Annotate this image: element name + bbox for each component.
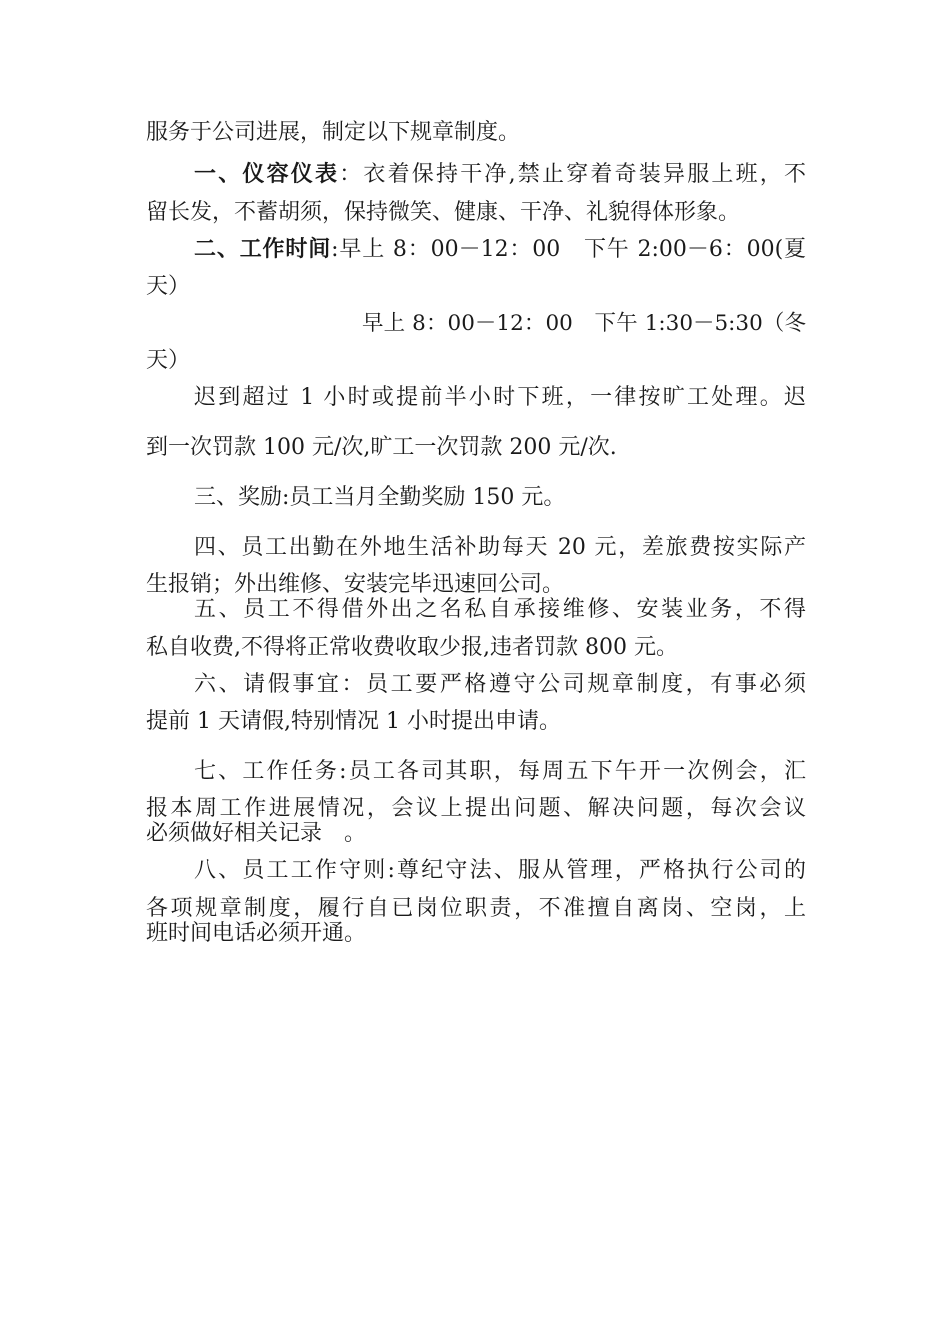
section-2-line-6: 到一次罚款 100 元/次,旷工一次罚款 200 元/次. bbox=[146, 435, 617, 460]
section-3-line: 三、奖励:员工当月全勤奖励 150 元。 bbox=[194, 485, 566, 510]
intro-line: 服务于公司进展，制定以下规章制度。 bbox=[146, 120, 521, 145]
section-2-line-3: 早上 8：00－12：00 下午 1:30－5:30（冬 bbox=[362, 311, 806, 336]
section-6-line-2: 提前 1 天请假,特别情况 1 小时提出申请。 bbox=[146, 709, 561, 734]
section-1-text: ：衣着保持干净,禁止穿着奇装异服上班，不 bbox=[339, 162, 806, 187]
section-7-line-3: 必须做好相关记录 。 bbox=[146, 821, 367, 846]
section-5-line-1: 五、员工不得借外出之名私自承接维修、安装业务，不得 bbox=[194, 597, 806, 622]
section-6-line-1: 六、请假事宜：员工要严格遵守公司规章制度，有事必须 bbox=[194, 672, 806, 697]
section-8-line-3: 班时间电话必须开通。 bbox=[146, 921, 367, 946]
section-1-line-2: 留长发，不蓄胡须，保持微笑、健康、干净、礼貌得体形象。 bbox=[146, 200, 741, 225]
section-2-line-1 bbox=[194, 235, 806, 264]
section-2-line-4: 天） bbox=[146, 348, 191, 373]
section-4-line-1: 四、员工出勤在外地生活补助每天 20 元，差旅费按实际产 bbox=[194, 535, 806, 560]
section-7-line-2: 报本周工作进展情况，会议上提出问题、解决问题，每次会议 bbox=[146, 796, 806, 821]
section-2-line-2: 天） bbox=[146, 274, 191, 299]
section-5-line-2: 私自收费,不得将正常收费收取少报,违者罚款 800 元。 bbox=[146, 635, 678, 660]
section-1-line-1 bbox=[194, 160, 806, 189]
section-1-heading: 一、仪容仪表 bbox=[194, 161, 340, 187]
section-4-line-2: 生报销；外出维修、安装完毕迅速回公司。 bbox=[146, 572, 565, 597]
section-8-line-2: 各项规章制度，履行自已岗位职责，不准擅自离岗、空岗，上 bbox=[146, 896, 806, 921]
section-2-heading: 二、工作时间 bbox=[194, 236, 332, 262]
section-2-text: :早上 8：00－12：00 下午 2:00－6：00(夏 bbox=[331, 237, 806, 262]
section-8-line-1: 八、员工工作守则:尊纪守法、服从管理，严格执行公司的 bbox=[194, 858, 806, 883]
section-7-line-1: 七、工作任务:员工各司其职，每周五下午开一次例会，汇 bbox=[194, 759, 806, 784]
section-2-line-5: 迟到超过 1 小时或提前半小时下班，一律按旷工处理。迟 bbox=[194, 385, 806, 410]
